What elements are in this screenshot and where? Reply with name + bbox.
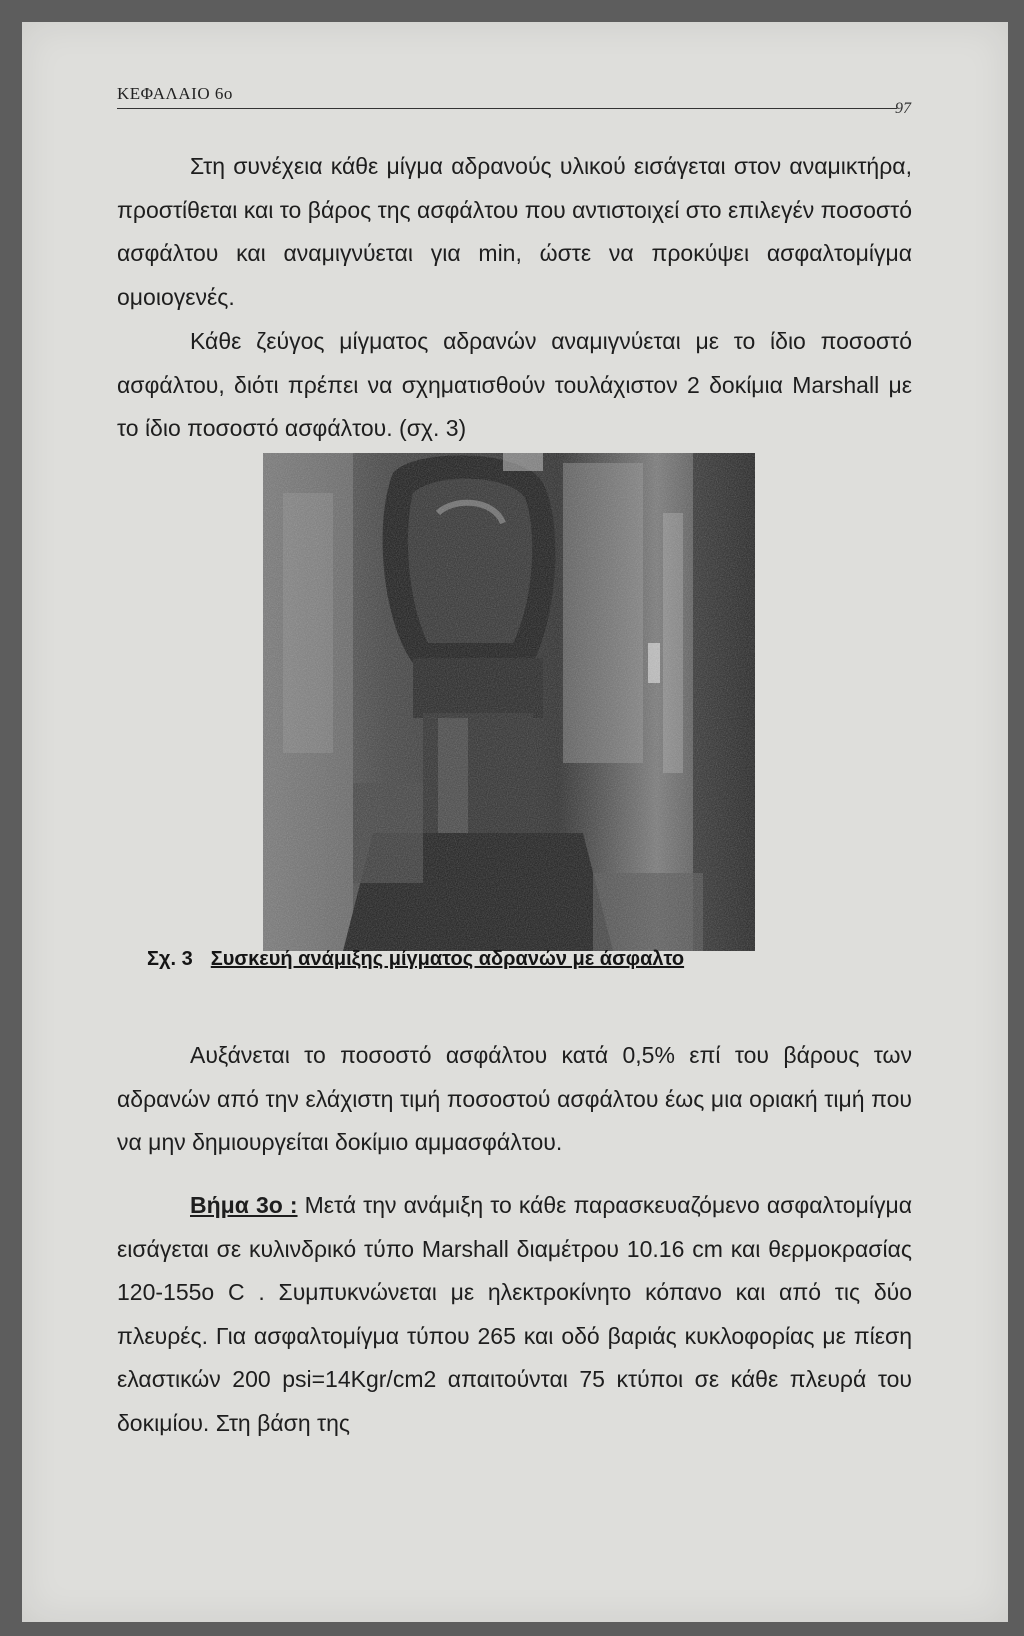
paragraph-1: Στη συνέχεια κάθε μίγμα αδρανούς υλικού εισάγεται στον αναμικτήρα, προστίθεται και το βάρος της ασφάλτου που αντιστοιχεί στο επιλεγέν ποσοστό ασφάλτου και αναμιγνύεται για min, ώστε να προκύψει ασφαλτομίγμα ομοιογενές. (117, 153, 912, 310)
paragraph-4-text: Μετά την ανάμιξη το κάθε παρασκευαζόμενο ασφαλτομίγμα εισάγεται σε κυλινδρικό τύπο Marshall διαμέτρου 10.16 cm και θερμοκρασίας 120-155ο C . Συμπυκνώνεται με ηλεκτροκίνητο κόπανο και από τις δύο πλευρές. Για ασφαλτομίγμα τύπου 265 και οδό βαριάς κυκλοφορίας με πίεση ελαστικών 200 psi=14Kgr/cm2 απαιτούνται 75 κτύποι σε κάθε πλευρά του δοκιμίου. Στη βάση της (117, 1192, 912, 1436)
mixer-photo-image (263, 453, 755, 951)
paragraph-4 (117, 1184, 912, 1445)
figure-caption (147, 948, 907, 971)
paragraph-3: Αυξάνεται το ποσοστό ασφάλτου κατά 0,5% επί του βάρους των αδρανών από την ελάχιστη τιμή ποσοστού ασφάλτου έως μια οριακή τιμή που να μην δημιουργείται δοκίμιο αμμασφάλτου. (117, 1042, 912, 1155)
chapter-title: ΚΕΦΑΛΑΙΟ 6ο (117, 84, 233, 103)
step-3-label: Βήμα 3ο : (190, 1192, 298, 1218)
document-page (22, 22, 1008, 1622)
figure-caption-text: Συσκευή ανάμιξης μίγματος αδρανών με άσφαλτο (210, 948, 685, 970)
figure-number: Σχ. 3 (147, 948, 193, 970)
mixer-photo (263, 453, 755, 951)
page-header (117, 78, 911, 117)
page-number: 97 (895, 100, 911, 117)
paragraph-2: Κάθε ζεύγος μίγματος αδρανών αναμιγνύεται με το ίδιο ποσοστό ασφάλτου, διότι πρέπει να σχηματισθούν τουλάχιστον 2 δοκίμια Marshall με το ίδιο ποσοστό ασφάλτου. (σχ. 3) (117, 328, 912, 441)
